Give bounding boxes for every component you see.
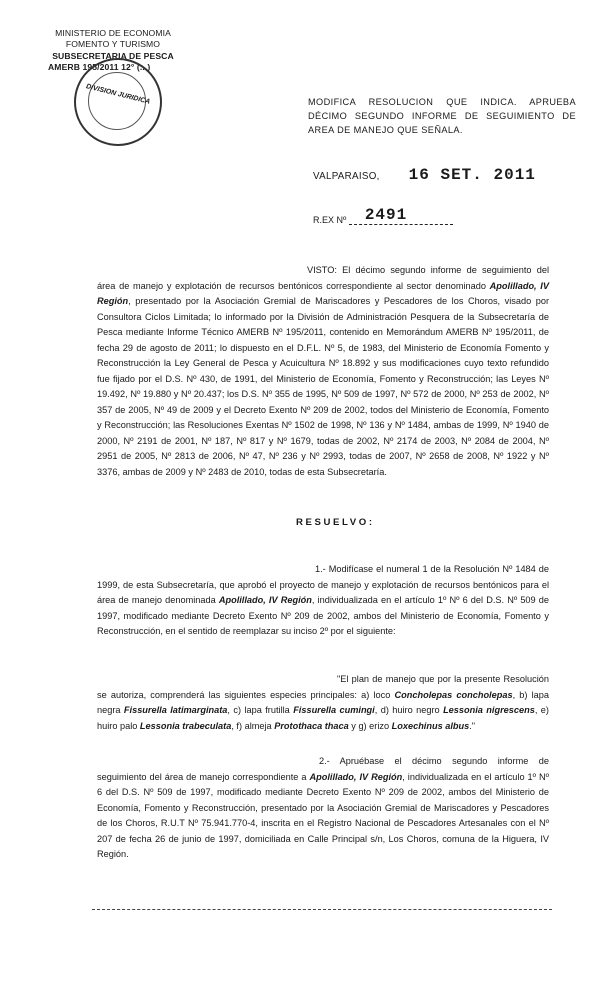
visto-lead: VISTO: xyxy=(307,265,337,275)
division-juridica-stamp xyxy=(74,58,162,146)
place-name: Apolillado, IV Región xyxy=(309,771,403,782)
rex-number: 2491 xyxy=(349,206,453,225)
species-name: Lessonia trabeculata xyxy=(139,720,232,731)
resolution-number-line xyxy=(313,206,453,229)
place-name: Apolillado, IV Región xyxy=(97,280,549,306)
date-stamp: 16 SET. 2011 xyxy=(408,166,536,184)
item-1-paragraph: 1.- Modifícase el numeral 1 de la Resolución Nº 1484 de 1999, de esta Subsecretaría, que aprobó el proyecto de manejo y explotación de recursos bentónicos para el área de manejo denominada Apolillado, IV Región, individualizada en el artículo 1º Nº 6 del D.S. Nº 509 de 1997, modificado mediante Decreto Exento Nº 209 de 2002, ambos del Ministerio de Economía, Fomento y Reconstrucción, en el sentido de reemplazar su inciso 2º por el siguiente: xyxy=(97,564,549,636)
page-footer-rule xyxy=(92,909,552,910)
ministry-name: MINISTERIO DE ECONOMIA xyxy=(55,28,171,38)
species-name: Concholepas concholepas xyxy=(394,689,513,700)
species-name: Loxechinus albus xyxy=(391,720,470,731)
quoted-text-paragraph: "El plan de manejo que por la presente Resolución se autoriza, comprenderá las siguientes especies principales: a) loco Concholepas concholepas, b) lapa negra Fissurella latimarginata, c) lapa frutilla Fissurella cumingi, d) huiro negro Lessonia nigrescens, e) huiro palo Lessonia trabeculata, f) almeja Protothaca thaca y g) erizo Loxechinus albus." xyxy=(97,674,550,731)
stamp-label: DIVISION JURIDICA xyxy=(85,83,151,106)
subsecretaria-name: SUBSECRETARIA DE PESCA xyxy=(52,50,174,61)
rex-label: R.EX Nº xyxy=(313,215,347,225)
city-date-line xyxy=(313,166,536,184)
amerb-reference: AMERB 195/2011 12° (...) xyxy=(48,62,151,73)
item-2-paragraph: 2.- Apruébase el décimo segundo informe de seguimiento del área de manejo correspondiente a Apolillado, IV Región, individualizada en el artículo 1º Nº 6 del D.S. Nº 509 de 1997, modificado mediante Decreto Exento Nº 209 de 2002, ambos del Ministerio de Economía, Fomento y Reconstrucción, presentado por la Asociación Gremial de Mariscadores y Pescadores de los Choros, R.U.T Nº 75.941.770-4, inscrita en el Registro Nacional de Pescadores Artesanales con el Nº 207 de fecha 26 de junio de 1997, domiciliada en Calle Principal s/n, Los Choros, comuna de la Higuera, IV Región. xyxy=(97,756,550,859)
place-name: Apolillado, IV Región xyxy=(218,595,312,605)
city: VALPARAISO, xyxy=(313,171,380,182)
species-name: Protothaca thaca xyxy=(274,720,349,731)
resolution-subject: MODIFICA RESOLUCION QUE INDICA. APRUEBA DÉCIMO SEGUNDO INFORME DE SEGUIMIENTO DE AREA DE MANEJO QUE SEÑALA. xyxy=(308,97,576,135)
species-name: Fissurella cumingi xyxy=(293,705,375,715)
species-name: Lessonia nigrescens xyxy=(443,705,535,715)
resuelvo-heading: RESUELVO: xyxy=(296,517,375,528)
species-name: Fissurella latimarginata xyxy=(123,705,228,715)
visto-paragraph: VISTO: El décimo segundo informe de seguimiento del área de manejo y explotación de recursos bentónicos correspondiente al sector denominado Apolillado, IV Región, presentado por la Asociación Gremial de Mariscadores y Pescadores de los Choros, visado por Consultora Ciclos Limitada; lo informado por la División de Administración Pesquera de la Subsecretaría de Pesca mediante Informe Técnico AMERB Nº 195/2011, contenido en Memorándum AMERB Nº 195/2011, de fecha 29 de agosto de 2011; lo dispuesto en el D.F.L. Nº 5, de 1983, del Ministerio de Economía Fomento y Reconstrucción la Ley General de Pesca y Acuicultura Nº 18.892 y sus modificaciones cuyo texto refundido fue fijado por el D.S. Nº 430, de 1991, del Ministerio de Economía, Fomento y Reconstrucción; las Leyes Nº 19.492, Nº 19.880 y Nº 20.437; los D.S. Nº 355 de 1995, Nº 509 de 1997, Nº 572 de 2000, Nº 253 de 2002, Nº 357 de 2005, Nº 49 de 2009 y el Decreto Exento Nº 209 de 2002, todos del Ministerio de Economía, Fomento y Reconstrucción; las Resoluciones Exentas Nº 1502 de 1998, Nº 136 y Nº 1484, ambas de 1999, Nº 1940 de 2000, Nº 2191 de 2001, Nº 187, Nº 817 y Nº 1679, todas de 2002, Nº 2174 de 2003, Nº 2084 de 2004, Nº 2951 de 2005, Nº 2813 de 2006, Nº 47, Nº 236 y Nº 2993, todas de 2007, Nº 2658 de 2008, Nº 1922 y Nº 3376, ambas de 2009 y Nº 2483 de 2010, todas de esta Subsecretaría. xyxy=(97,265,549,477)
ministry-name-2: FOMENTO Y TURISMO xyxy=(65,39,161,50)
